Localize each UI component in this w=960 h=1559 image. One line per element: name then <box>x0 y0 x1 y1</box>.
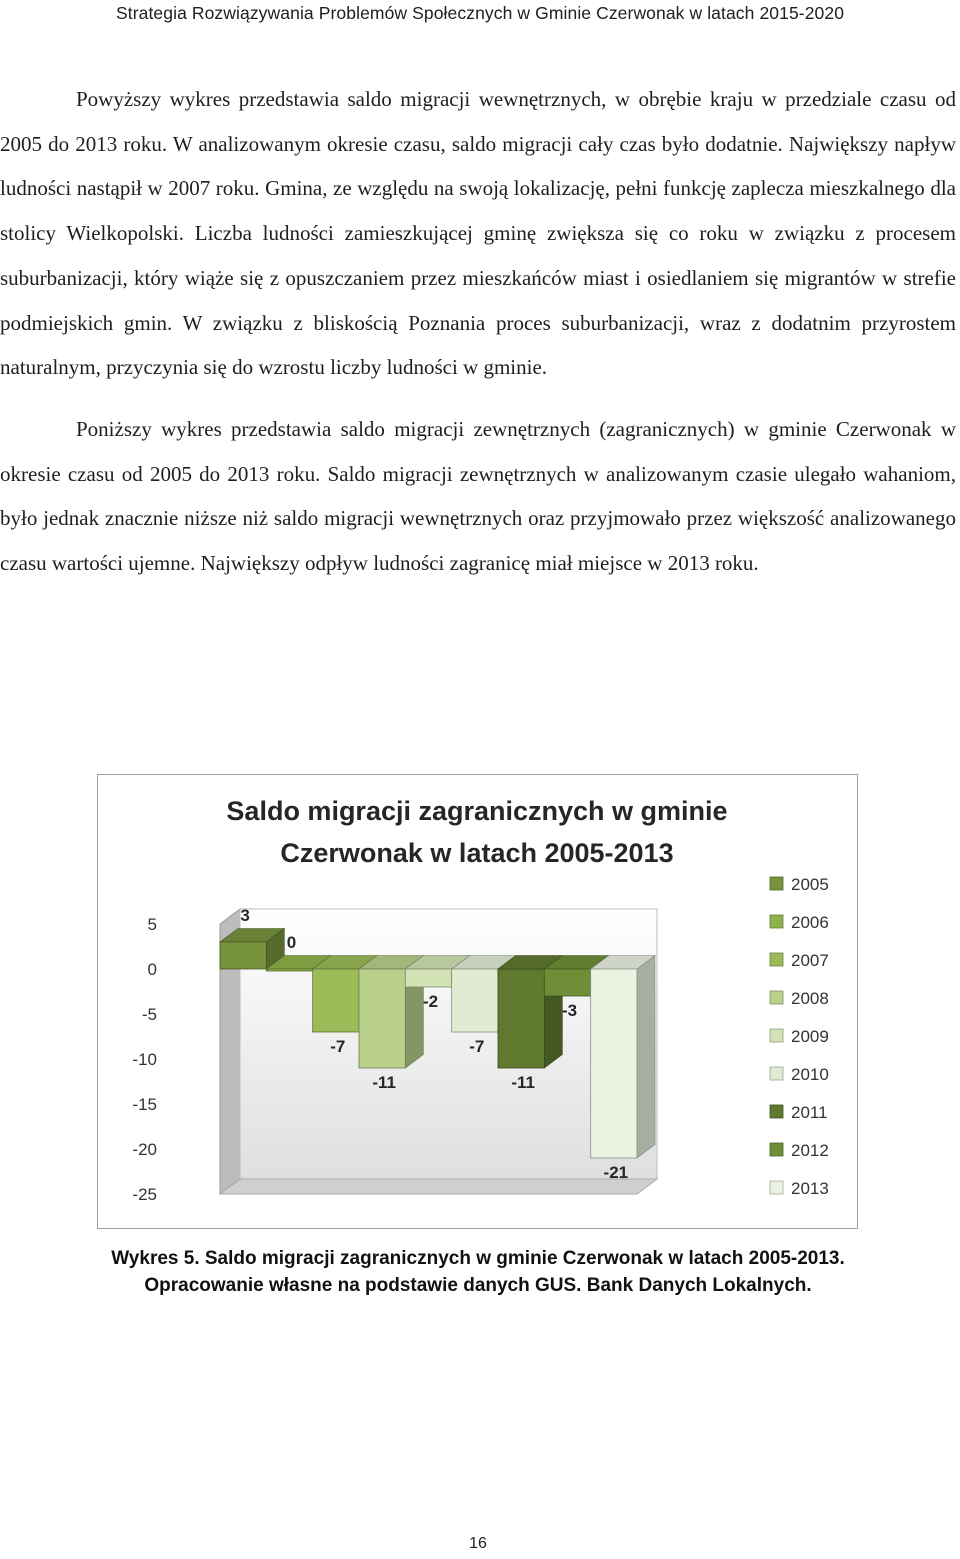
data-label-2005: 3 <box>239 905 250 925</box>
y-tick-label: -20 <box>131 1139 157 1159</box>
legend-swatch-2008 <box>770 991 783 1004</box>
data-label-2009: -2 <box>422 991 438 1011</box>
paragraph-external-migration: Poniższy wykres przedstawia saldo migracji zewnętrznych (zagranicznych) w gminie Czerwonak w okresie czasu od 2005 do 2013 roku. Saldo migracji zewnętrznych w analizowanym czasie ulegało wahaniom, było jednak znacznie niższe niż saldo migracji wewnętrznych oraz przyjmowało przez większość analizowanego czasu wartości ujemne. Największy odpływ ludności zagranicę miał miejsce w 2013 roku. <box>0 416 956 576</box>
bar-front <box>220 942 266 969</box>
bar-front <box>590 969 636 1158</box>
y-tick-label: -10 <box>131 1049 157 1069</box>
y-tick-label: 0 <box>147 959 157 979</box>
legend-label-2007: 2007 <box>790 950 829 970</box>
legend-swatch-2012 <box>770 1143 783 1156</box>
y-axis-ticks <box>132 915 157 1204</box>
chart-legend <box>770 875 829 1198</box>
data-label-2010: -7 <box>468 1036 484 1056</box>
y-tick-label: 5 <box>147 914 157 934</box>
bar-front <box>544 969 590 996</box>
legend-label-2012: 2012 <box>790 1140 829 1160</box>
bar-front <box>498 969 544 1068</box>
legend-swatch-2010 <box>770 1067 783 1080</box>
chart-title-line-2: Czerwonak w latach 2005-2013 <box>279 837 674 868</box>
migration-chart <box>97 774 858 1229</box>
y-tick-label: -15 <box>131 1094 157 1114</box>
y-tick-label: -25 <box>131 1184 157 1204</box>
legend-label-2008: 2008 <box>790 988 829 1008</box>
chart-title-line-1: Saldo migracji zagranicznych w gminie <box>225 795 728 826</box>
legend-swatch-2005 <box>770 877 783 890</box>
paragraph-internal-migration: Powyższy wykres przedstawia saldo migracji wewnętrznych, w obrębie kraju w przedziale czasu od 2005 do 2013 roku. W analizowanym okresie czasu, saldo migracji cały czas było dodatnie. Największy napływ ludności nastąpił w 2007 roku. Gmina, ze względu na swoją lokalizację, pełni funkcję zaplecza mieszkalnego dla stolicy Wielkopolski. Liczba ludności zamieszkującej gminę zwiększa się co roku w związku z procesem suburbanizacji, który wiąże się z opuszczaniem przez mieszkańców miast i osiedlaniem się migrantów w strefie podmiejskich gmin. W związku z bliskością Poznania proces suburbanizacji, wraz z dodatnim przyrostem naturalnym, przyczynia się do wzrostu liczby ludności w gminie. <box>0 87 956 380</box>
legend-label-2010: 2010 <box>790 1064 829 1084</box>
bar-front <box>405 969 451 987</box>
data-label-2006: 0 <box>286 932 296 952</box>
body-text <box>0 77 956 586</box>
bar-side <box>637 955 655 1158</box>
chart-title <box>226 796 727 868</box>
legend-label-2011: 2011 <box>790 1102 828 1122</box>
bar-front <box>359 969 405 1068</box>
data-label-2012: -3 <box>561 1000 577 1020</box>
legend-label-2006: 2006 <box>790 912 829 932</box>
legend-label-2013: 2013 <box>790 1178 829 1198</box>
legend-swatch-2013 <box>770 1181 783 1194</box>
data-label-2008: -11 <box>371 1072 396 1092</box>
data-label-2013: -21 <box>603 1162 628 1182</box>
bar-2013 <box>590 955 654 1158</box>
legend-label-2009: 2009 <box>790 1026 829 1046</box>
caption-line-1: Wykres 5. Saldo migracji zagranicznych w gminie Czerwonak w latach 2005-2013. <box>111 1248 845 1269</box>
document-header: Strategia Rozwiązywania Problemów Społecznych w Gminie Czerwonak w latach 2015-2020 <box>115 3 845 23</box>
page-number: 16 <box>469 1535 487 1552</box>
data-label-2011: -11 <box>510 1072 535 1092</box>
legend-swatch-2011 <box>770 1105 783 1118</box>
bar-front <box>266 969 312 971</box>
chart-floor <box>220 1179 657 1194</box>
legend-swatch-2009 <box>770 1029 783 1042</box>
legend-swatch-2006 <box>770 915 783 928</box>
data-label-2007: -7 <box>329 1036 345 1056</box>
legend-swatch-2007 <box>770 953 783 966</box>
bar-front <box>312 969 358 1032</box>
chart-canvas <box>97 774 858 1229</box>
legend-label-2005: 2005 <box>790 874 829 894</box>
bar-front <box>451 969 497 1032</box>
figure-caption <box>0 1245 956 1299</box>
y-tick-label: -5 <box>141 1004 157 1024</box>
caption-line-2: Opracowanie własne na podstawie danych GUS. Bank Danych Lokalnych. <box>144 1275 812 1296</box>
